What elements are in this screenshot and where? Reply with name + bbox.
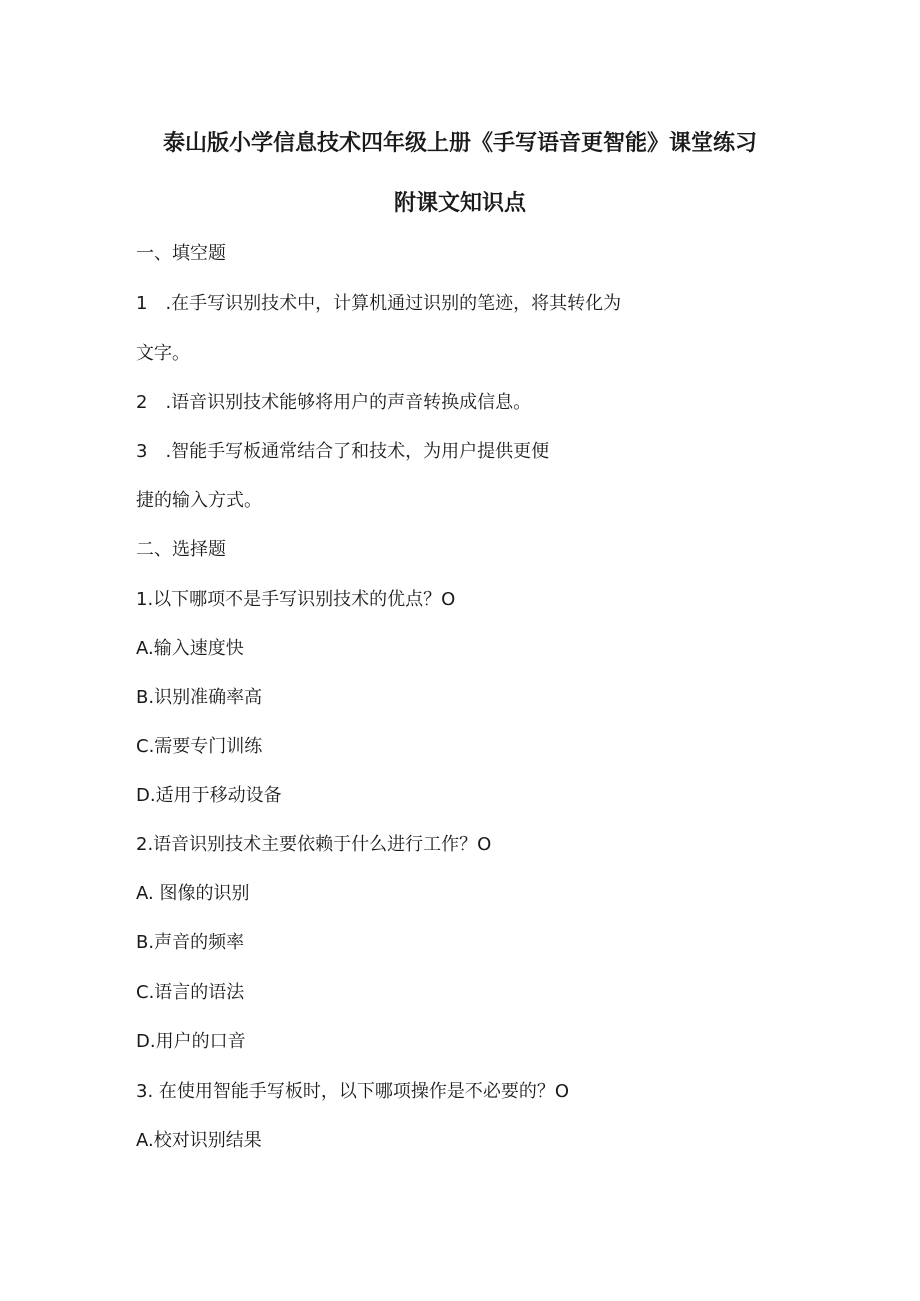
question-text-continued: 捷的输入方式。	[136, 490, 262, 511]
question-text: 3 .智能手写板通常结合了和技术，为用户提供更便	[136, 441, 550, 462]
question-text: 3. 在使用智能手写板时，以下哪项操作是不必要的？O	[136, 1081, 570, 1102]
question-text: 1 .在手写识别技术中，计算机通过识别的笔迹，将其转化为	[136, 293, 622, 314]
answer-option: C.需要专门训练	[136, 736, 263, 757]
section-heading-fill-in: 一、填空题	[136, 243, 226, 264]
answer-option: D.用户的口音	[136, 1031, 246, 1052]
answer-option: A.输入速度快	[136, 638, 244, 659]
section-heading-multiple-choice: 二、选择题	[136, 539, 226, 560]
answer-option: B.识别准确率高	[136, 687, 263, 708]
answer-option: D.适用于移动设备	[136, 785, 282, 806]
question-text-continued: 文字。	[136, 343, 190, 364]
document-title-line-1: 泰山版小学信息技术四年级上册《手写语音更智能》课堂练习	[162, 131, 757, 156]
answer-option: C.语言的语法	[136, 982, 245, 1003]
answer-option: A. 图像的识别	[136, 883, 250, 904]
answer-option: B.声音的频率	[136, 932, 245, 953]
answer-option: A.校对识别结果	[136, 1130, 262, 1151]
document-title-line-2: 附课文知识点	[393, 191, 526, 216]
question-text: 1.以下哪项不是手写识别技术的优点？O	[136, 589, 456, 610]
question-text: 2.语音识别技术主要依赖于什么进行工作？O	[136, 834, 492, 855]
question-text: 2 .语音识别技术能够将用户的声音转换成信息。	[136, 392, 532, 413]
